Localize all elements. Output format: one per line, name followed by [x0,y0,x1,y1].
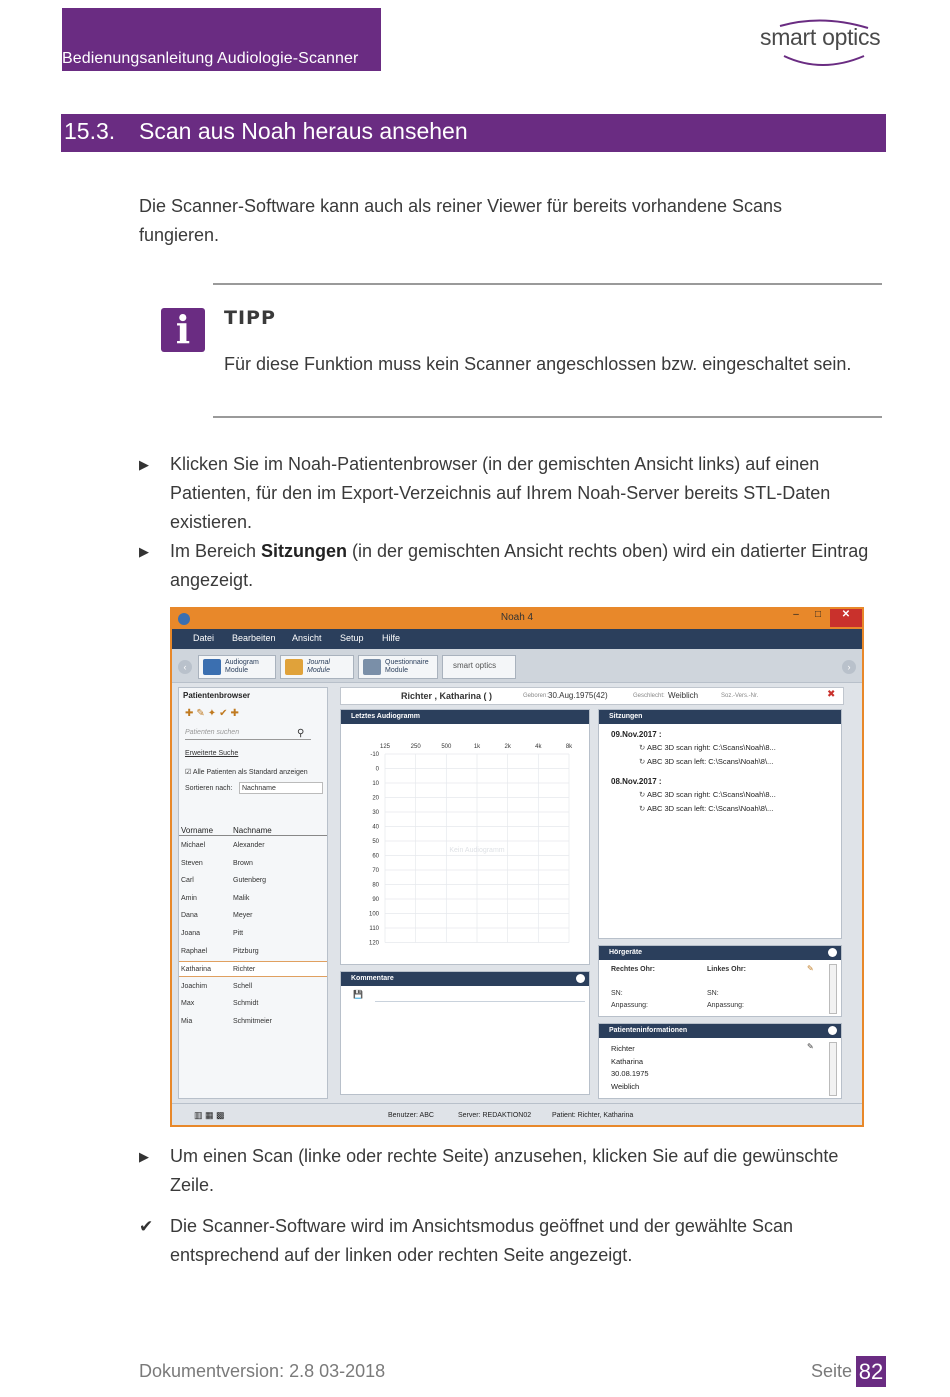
show-all-checkbox[interactable]: ☑ Alle Patienten als Standard anzeigen [185,769,308,776]
patient-row[interactable] [179,908,327,924]
collapse-patient-info-icon[interactable] [828,1026,837,1035]
arrow-bullet-icon: ▶ [139,457,149,472]
level-tick-label: 40 [372,824,379,831]
module-bar [172,649,862,683]
collapse-hearing-aids-icon[interactable] [828,948,837,957]
scan-icon: ↻ [639,743,647,752]
patient-last-name: Pitzburg [233,947,259,955]
audiogram-panel-title: Letztes Audiogramm [341,710,589,724]
level-tick-label: -10 [370,752,379,758]
menu-hilfe[interactable]: Hilfe [382,633,401,643]
patient-last-name: Schmitmeier [233,1018,272,1025]
born-label: Geboren: [523,693,549,699]
patient-row[interactable] [179,1014,327,1030]
freq-tick-label: 8k [565,744,573,750]
gender-label: Geschlecht: [633,693,665,699]
patient-info-title: Patienteninformationen [599,1024,841,1038]
hearing-aids-scrollbar[interactable] [829,964,837,1014]
search-icon[interactable]: ⚲ [297,728,305,739]
level-tick-label: 110 [369,926,379,932]
ssn-label: Soz.-Vers.-Nr. [721,693,759,699]
patient-row[interactable] [179,944,327,960]
born-value: 30.Aug.1975(42) [548,691,608,700]
patient-last-name: Schell [233,982,253,990]
journal-icon [285,659,303,675]
freq-tick-label: 500 [441,744,452,750]
level-tick-label: 120 [368,940,379,947]
tip-heading: TIPP [224,307,276,329]
patient-info-line: Richter [611,1044,635,1053]
patient-browser [178,687,328,1099]
arrow-bullet-icon: ▶ [139,544,149,559]
session-scan-row[interactable] [639,743,776,752]
patient-info-panel [598,1023,842,1099]
freq-tick-label: 4k [535,744,542,750]
page-number: 82 [856,1356,886,1387]
document-version: Dokumentversion: 2.8 03-2018 [139,1361,386,1381]
manual-title: Bedienungsanleitung Audiologie-Scanner [62,50,359,67]
maximize-button[interactable]: □ [814,609,822,620]
step-3-text: Um einen Scan (linke oder rechte Seite) anzusehen, klicken Sie auf die gewünschte Zeile. [170,1146,839,1195]
advanced-search-link[interactable]: Erweiterte Suche [185,750,239,757]
patient-name: Richter , Katharina ( ) [401,691,493,701]
left-ear-label: Linkes Ohr: [707,966,746,973]
right-sn-label: SN: [611,990,623,997]
patient-last-name: Alexander [233,842,265,849]
save-comment-icon[interactable]: 💾 [353,990,363,999]
scan-icon: ↻ [639,804,647,813]
patient-last-name: Brown [233,859,253,867]
gender-value: Weiblich [668,691,699,700]
patient-last-name: Schmidt [233,1000,259,1008]
right-ear-label: Rechtes Ohr: [611,966,655,973]
patient-toolbar-icons[interactable]: ✚✎✦✔✚ [185,708,242,719]
session-scan-label: ABC 3D scan left: C:\Scans\Noah\8\... [646,757,774,766]
patient-info-scrollbar[interactable] [829,1042,837,1096]
level-tick-label: 50 [372,839,379,845]
close-button[interactable]: ✕ [830,609,862,627]
step-2-post: (in der gemischten Ansicht rechts oben) wird ein datierter Eintrag angezeigt. [170,541,869,590]
back-nav-icon[interactable]: ‹ [178,660,192,674]
forward-nav-icon[interactable]: › [842,660,856,674]
questionnaire-module-button[interactable] [358,655,438,679]
step-2 [139,537,879,597]
status-patient: Patient: Richter, Katharina [552,1112,634,1119]
hearing-aids-title: Hörgeräte [599,946,841,960]
col-first-name[interactable]: Vorname [181,826,214,835]
scan-icon: ↻ [639,790,647,799]
collapse-comments-icon[interactable] [576,974,585,983]
freq-tick-label: 2k [504,744,511,750]
session-date: 08.Nov.2017 : [611,777,662,786]
section-heading: Scan aus Noah heraus ansehen [139,118,468,144]
status-user: Benutzer: ABC [388,1112,434,1119]
patient-info-line: Weiblich [611,1081,640,1091]
col-last-name[interactable]: Nachname [233,826,272,835]
step-2-bold: Sitzungen [261,541,348,561]
info-icon: i [161,308,205,352]
comment-input[interactable] [375,990,585,1002]
hearing-aids-panel [598,945,842,1017]
left-sn-label: SN: [707,990,719,997]
level-tick-label: 20 [372,795,379,802]
patient-first-name: Dana [181,912,198,920]
journal-l2: Module [307,667,330,674]
menu-bar [172,629,862,649]
menu-ansicht[interactable]: Ansicht [292,633,322,643]
patient-last-name: Gutenberg [233,877,267,885]
level-tick-label: 100 [368,911,379,918]
audiogram-l1: Audiogram [225,659,259,666]
edit-hearing-aid-icon[interactable]: ✎ [807,964,814,973]
no-audiogram-text: Kein Audiogramm [449,847,505,854]
tip-text: Für diese Funktion muss kein Scanner angeschlossen bzw. eingeschaltet sein. [224,354,852,374]
patient-info-line: Katharina [611,1056,644,1066]
session-scan-label: ABC 3D scan left: C:\Scans\Noah\8\... [646,804,774,813]
patient-first-name: Max [181,1000,195,1008]
sessions-panel-title: Sitzungen [599,710,841,724]
sort-select[interactable]: Nachname [239,782,323,794]
sessions-panel [598,709,842,939]
patient-first-name: Amin [181,894,197,902]
audiogram-icon [203,659,221,675]
session-scan-row[interactable] [639,757,773,766]
page-label: Seite [811,1361,853,1381]
patient-last-name: Richter [233,966,256,974]
patient-first-name: Katharina [181,966,211,974]
scan-icon: ↻ [639,757,647,766]
close-patient-icon[interactable]: ✖ [827,689,836,700]
level-tick-label: 30 [372,810,379,816]
edit-patient-icon[interactable]: ✎ [807,1042,814,1051]
smart-optics-logo [760,16,885,68]
session-scan-row[interactable] [639,790,776,799]
intro-paragraph: Die Scanner-Software kann auch als reiner Viewer für bereits vorhandene Scans fungieren. [139,196,783,245]
step-1-text: Klicken Sie im Noah-Patientenbrowser (in der gemischten Ansicht links) auf einen Patienten, für den im Export-Verzeichnis auf Ihrem Noah-Server bereits STL-Daten existieren. [170,454,831,532]
tip-top-rule [213,283,882,285]
level-tick-label: 10 [372,781,379,787]
result-text: Die Scanner-Software wird im Ansichtsmodus geöffnet und der gewählte Scan entsprechend auf der linken oder rechten Seite angezeigt. [170,1216,794,1265]
section-title [61,114,886,152]
patient-list-header [179,824,327,836]
comments-panel-title: Kommentare [341,972,589,986]
status-server: Server: REDAKTION02 [458,1112,532,1119]
patient-row[interactable] [179,856,327,872]
comments-panel [340,971,590,1095]
right-fitting-label: Anpassung: [611,1002,648,1009]
minimize-button[interactable]: – [793,609,799,620]
patient-bar [340,687,844,705]
patient-first-name: Mia [181,1018,193,1025]
sort-label: Sortieren nach: [185,785,233,792]
freq-tick-label: 125 [379,744,391,750]
section-number: 15.3. [64,118,116,144]
patient-browser-title: Patientenbrowser [183,691,251,700]
step-3 [139,1142,879,1202]
questionnaire-l1: Questionnaire [385,659,429,666]
audiogram-grid [341,724,589,964]
session-date: 09.Nov.2017 : [611,730,662,739]
patient-row[interactable] [179,996,327,1012]
step-2-text [170,537,882,595]
freq-tick-label: 250 [410,744,421,750]
menu-bearbeiten[interactable]: Bearbeiten [232,633,276,643]
patient-row[interactable] [179,926,327,942]
level-tick-label: 80 [372,882,379,889]
questionnaire-icon [363,659,381,675]
patient-last-name: Malik [233,894,250,902]
level-tick-label: 0 [375,766,379,773]
left-fitting-label: Anpassung: [707,1002,744,1009]
journal-module-button[interactable] [280,655,354,679]
audiogram-module-button[interactable] [198,655,276,679]
logo-swoosh-icon [760,16,885,68]
patient-first-name: Carl [181,877,194,885]
patient-info-line: 30.08.1975 [611,1069,649,1078]
audiogram-l2: Module [225,667,248,674]
status-bar [172,1103,862,1125]
noah-screenshot [170,607,864,1127]
audiogram-panel [340,709,590,965]
step-1 [139,450,879,540]
patient-row[interactable] [179,961,327,977]
patient-search-input[interactable]: Patienten suchen [185,726,311,740]
session-scan-row[interactable] [639,804,773,813]
patient-first-name: Joachim [181,982,208,990]
checkmark-icon: ✔ [139,1217,154,1236]
menu-datei[interactable]: Datei [193,633,215,643]
journal-l1: Journal [307,659,330,666]
logo-text: smart optics [760,24,881,50]
patient-row[interactable] [179,891,327,907]
patient-row[interactable] [179,873,327,889]
patient-first-name: Raphael [181,947,208,955]
patient-row[interactable] [179,838,327,854]
level-tick-label: 90 [372,897,379,903]
patient-row[interactable] [179,979,327,995]
patient-first-name: Joana [181,930,201,937]
step-2-pre: Im Bereich [170,541,262,561]
result-step [139,1212,879,1272]
smart-optics-module-button[interactable]: smart optics [442,655,516,679]
patient-first-name: Steven [181,859,203,867]
arrow-bullet-icon: ▶ [139,1149,149,1164]
freq-tick-label: 1k [473,744,481,750]
questionnaire-l2: Module [385,667,408,674]
level-tick-label: 60 [372,853,379,860]
session-scan-label: ABC 3D scan right: C:\Scans\Noah\8... [646,743,776,752]
window-title: Noah 4 [500,612,534,623]
patient-last-name: Pitt [233,930,244,937]
window-titlebar [172,609,862,629]
view-mode-icons[interactable]: ▥ ▦ ▩ [194,1110,225,1120]
tip-bottom-rule [213,416,882,418]
patient-last-name: Meyer [233,912,253,920]
patient-first-name: Michael [181,842,206,849]
session-scan-label: ABC 3D scan right: C:\Scans\Noah\8... [646,790,776,799]
level-tick-label: 70 [372,868,379,874]
menu-setup[interactable]: Setup [340,633,364,643]
show-all-label: Alle Patienten als Standard anzeigen [192,769,308,776]
